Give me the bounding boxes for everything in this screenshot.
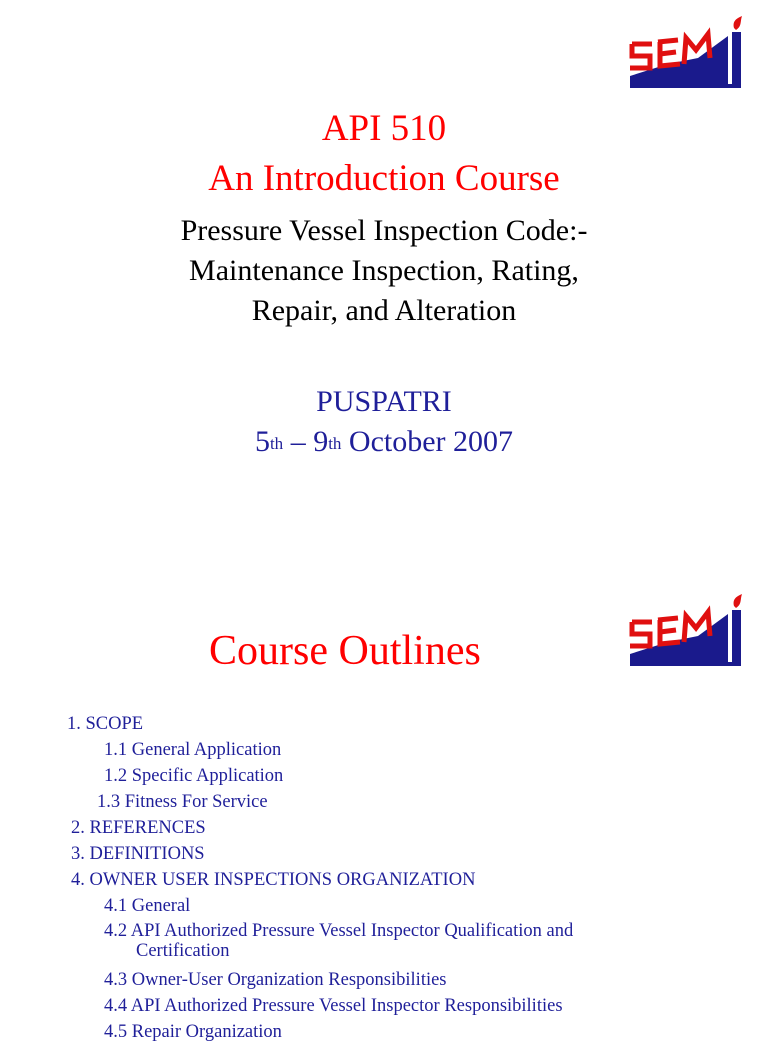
outline-item: 1.3 Fitness For Service [97,792,268,812]
outline-title: Course Outlines [209,628,481,674]
course-subtitle: An Introduction Course [208,158,560,199]
outline-item: 1. SCOPE [67,714,144,734]
date-rest: October 2007 [341,425,514,458]
outline-item: 1.2 Specific Application [104,766,284,786]
outline-item: 4. OWNER USER INSPECTIONS ORGANIZATION [71,870,476,890]
date-end-suffix: th [328,434,342,453]
semi-logo [628,592,744,668]
course-title: API 510 [321,108,447,149]
outline-item: 2. REFERENCES [71,818,206,838]
date-start-day: 5 [254,425,270,458]
outline-item: 3. DEFINITIONS [71,844,205,864]
outline-item: 4.5 Repair Organization [104,1022,282,1042]
description-line: Maintenance Inspection, Rating, [189,254,579,287]
outline-item: 4.4 API Authorized Pressure Vessel Inspector Responsibilities [104,996,563,1016]
date-end-day: 9 [313,425,329,458]
outline-item: 4.1 General [104,896,191,916]
description-line: Repair, and Alteration [251,294,517,327]
course-description [0,211,768,331]
course-dates [0,423,768,461]
outline-item: 4.3 Owner-User Organization Responsibilities [104,970,447,990]
organization: PUSPATRI [316,385,452,418]
outline-item [104,921,644,961]
semi-logo [628,14,744,90]
outline-item: 1.1 General Application [104,740,282,760]
description-line: Pressure Vessel Inspection Code:- [180,214,588,247]
outline-item-text: 4.2 API Authorized Pressure Vessel Inspector Qualification and Certification [104,921,574,961]
outline-slide [0,552,768,1042]
date-separator: – [283,425,314,458]
date-start-suffix: th [269,434,284,453]
